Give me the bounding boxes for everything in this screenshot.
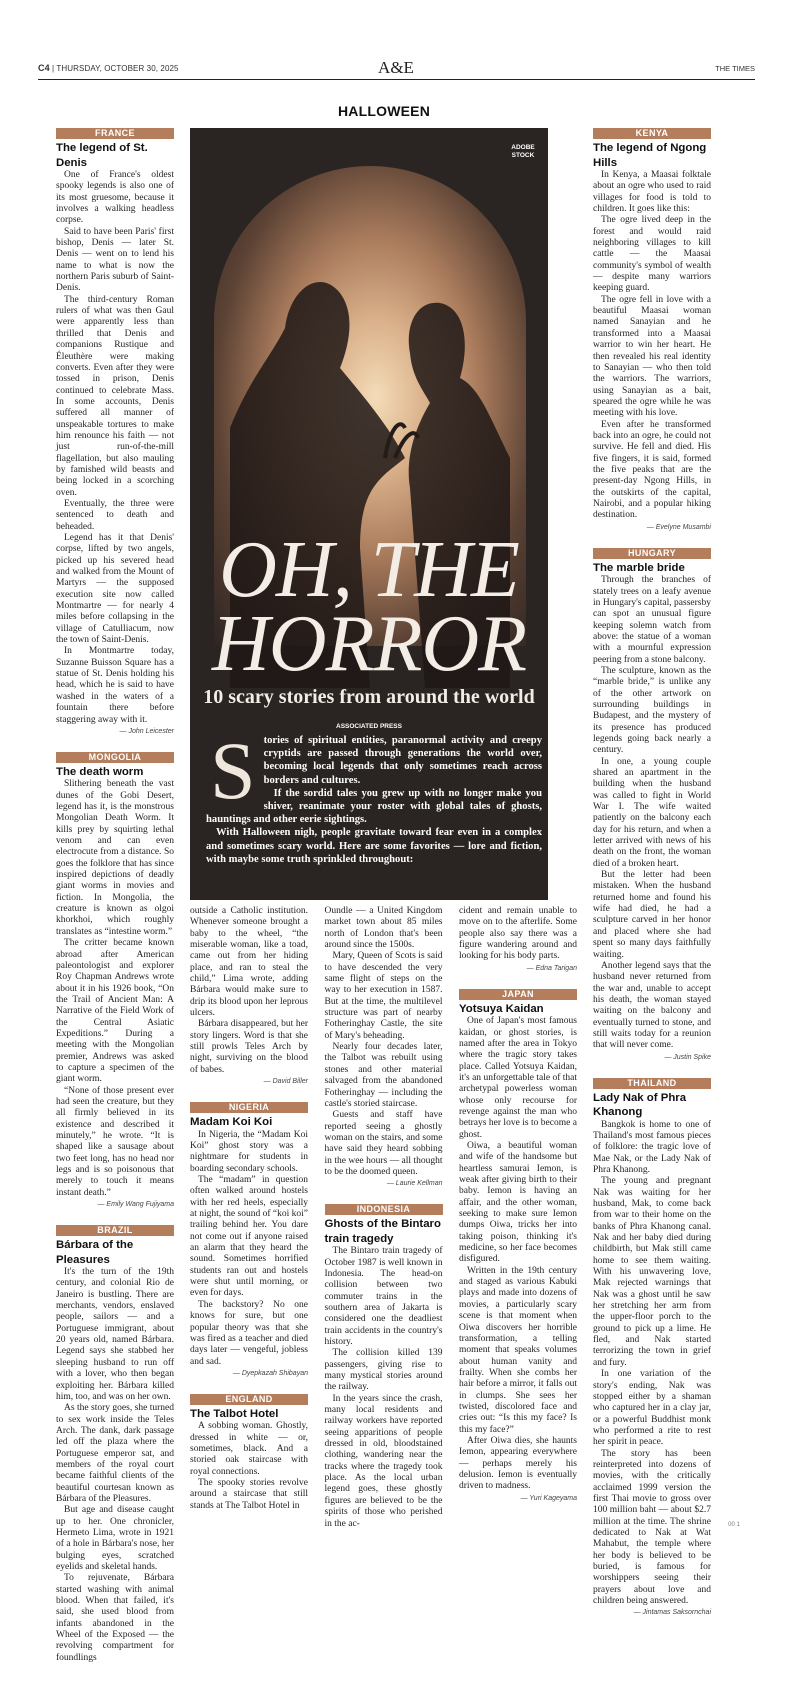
article-paragraph: The backstory? No one knows for sure, but one popular theory was that she was fired as a teacher and died days later — vengeful, jobless and sad.: [190, 1299, 308, 1367]
byline: — Jintamas Saksornchai: [633, 1609, 711, 1617]
lower-columns: [190, 906, 577, 1544]
country-label: FRANCE: [56, 128, 174, 139]
article-kenya: [593, 128, 711, 534]
article-paragraph: The critter became known abroad after American paleontologist and explorer Roy Chapman Andrews wrote about it in his 1926 book, “On the Trail of Ancient Man: A Narrative of the Field Work of the Central Asiatic Expeditions.” During a meeting with the Mongolian premier, Andrews was asked to capture a specimen of the giant worm.: [56, 938, 174, 1085]
article-england: [190, 1394, 308, 1512]
article-paragraph: In Kenya, a Maasai folktale about an ogre who used to raid villages for food is told to children. It goes like this:: [593, 170, 711, 215]
article-paragraph: Slithering beneath the vast dunes of the Gobi Desert, legend has it, is the monstrous Mongolian Death Worm. It kills prey by squirting lethal venom and can even electrocute from a distance. So goes the folklore that has since inspired depictions of deadly giant worms in movies and fiction. In Mongolia, the creature is known as olgoi khorkhoi, which roughly translates as “intestine worm.”: [56, 779, 174, 937]
article-title: The death worm: [56, 765, 144, 778]
intro-paragraph: tories of spiritual entities, paranormal activity and creepy cryptids are passed through generations the world over, becoming local legends that only sometimes reach across borders and cultures.: [263, 735, 542, 786]
article-paragraph: A sobbing woman. Ghostly, dressed in white — or, sometimes, black. And a storied oak staircase with royal connections.: [190, 1421, 308, 1477]
subheadline: 10 scary stories from around the world: [203, 686, 535, 708]
article-paragraph: Nearly four decades later, the Talbot was rebuilt using stones and other material salvaged from the abandoned Fotheringhay — including the castle's storied staircase.: [324, 1042, 443, 1109]
article-paragraph: In Nigeria, the “Madam Koi Koi” ghost story was a nightmare for students in boarding secondary schools.: [190, 1129, 308, 1174]
byline: — Yuri Kageyama: [520, 1494, 577, 1502]
article-brazil: [56, 1225, 174, 1664]
article-paragraph: It's the turn of the 19th century, and colonial Rio de Janeiro is bustling. There are merchants, vendors, enslaved people, sailors — and a Portuguese immigrant, about 20 years old, named Bárbara. Legend says she stabbed her sleeping husband to run off with a lover, who then began exploiting her. Bárbara killed him, too, and was on her own.: [56, 1267, 174, 1402]
article-paragraph: outside a Catholic institution. Whenever someone brought a baby to the wheel, “the miserable woman, like a toad, came out from her hiding place, and ran to steal the child,” Lima wrote, adding Bárbara would make sure to drip its blood upon her leprous ulcers.: [190, 906, 308, 1019]
article-nigeria: [190, 1102, 308, 1380]
article-paragraph: To rejuvenate, Bárbara started washing with animal blood. When that failed, it's said, she used blood from infants abandoned in the Wheel of the Exposed — the revolving compartment for foundlings: [56, 1573, 174, 1663]
column-3: [325, 906, 443, 1544]
article-paragraph: Bangkok is home to one of Thailand's most famous pieces of folklore: the tragic love of Mae Nak, or the Lady Nak of Phra Khanong.: [593, 1119, 711, 1175]
article-indonesia-continued: [459, 906, 577, 975]
article-mongolia: [56, 752, 174, 1211]
article-paragraph: The collision killed 139 passengers, giving rise to many mystical stories around the railway.: [324, 1348, 443, 1393]
country-label: MONGOLIA: [56, 752, 174, 763]
article-paragraph: Through the branches of stately trees on a leafy avenue in Hungary's capital, passersby can spot an unusual figure keeping solemn watch from above: the statue of a woman with a mournful expression peering from a stone balcony.: [593, 575, 711, 665]
photo-credit: ADOBE STOCK: [511, 144, 535, 159]
headline: [190, 526, 548, 688]
column-2: [190, 906, 308, 1544]
article-paragraph: As the story goes, she turned to sex work inside the Teles Arch. The dank, dark passage led off the plaza where the Portuguese emperor sat, and members of the royal court became faithful clients of the beautiful courtesan known as Bárbara of the Pleasures.: [56, 1403, 174, 1504]
article-paragraph: After Oiwa dies, she haunts Iemon, appearing everywhere — perhaps merely his delusion. Iemon is eventually driven to madness.: [459, 1435, 577, 1492]
country-label: BRAZIL: [56, 1225, 174, 1236]
article-paragraph: Mary, Queen of Scots is said to have descended the very same flight of steps on the way to her execution in 1587. But at the time, the multilevel structure was part of nearby Fotheringhay Castle, the site of Mary's beheading.: [324, 951, 443, 1041]
article-hungary: [593, 548, 711, 1064]
article-title: Bárbara of the Pleasures: [56, 1239, 134, 1266]
agency-credit: ASSOCIATED PRESS: [336, 723, 402, 730]
byline: — David Biller: [263, 1078, 308, 1086]
article-paragraph: Written in the 19th century and staged as various Kabuki plays and made into dozens of movies, a particularly scary scene is that moment when Oiwa discovers her horrible transformation, a telling moment that speaks volumes about human vanity and frailty. When she combs her hair before a mirror, it falls out in clumps. She sees her twisted, discolored face and cries out: “Is this my face? Is this my face?”: [459, 1265, 577, 1435]
article-england-continued: [325, 906, 443, 1190]
article-paragraph: But age and disease caught up to her. One chronicler, Hermeto Lima, wrote in 1921 of a hole in Bárbara's nose, her bulging eyes, scratched eyelids and skeletal hands.: [56, 1505, 174, 1572]
byline: — Justin Spike: [664, 1053, 711, 1061]
article-paragraph: The spooky stories revolve around a staircase that still stands at The Talbot Hotel in: [190, 1478, 308, 1511]
article-paragraph: One of France's oldest spooky legends is also one of its most gruesome, because it involves a walking headless corpse.: [56, 170, 174, 226]
article-paragraph: The “madam” in question often walked around hostels with her red heels, especially at night, the sound of “koi koi” trailing behind her. You dare not come out if anyone raised an alarm that they heard the sound. Sometimes horrified students ran out and hostels were shut until morning, or even for days.: [190, 1175, 308, 1299]
byline: — John Leicester: [119, 727, 174, 735]
right-column: [593, 128, 711, 1653]
article-paragraph: But the letter had been mistaken. When the husband returned home and found his wife had died, he had a sculpture carved in her honor and placed where she had spent so many days faithfully waiting.: [593, 870, 711, 960]
article-paragraph: The third-century Roman rulers of what was then Gaul were apparently less than thrilled that Denis and companions Rustique and Éleuthère were making converts. Even after they were tossed in prison, Denis continued to celebrate Mass. In some accounts, Denis suffered all manner of unspeakable tortures to make him renounce his faith — not just run-of-the-mill flagellation, but also mauling by famished wild beasts and being locked in a scorching oven.: [56, 294, 174, 498]
headline-line-1: OH, THE: [219, 526, 519, 614]
article-paragraph: Eventually, the three were sentenced to death and beheaded.: [56, 498, 174, 532]
article-paragraph: Legend has it that Denis' corpse, lifted by two angels, picked up his severed head and walked from the Mount of Martyrs — the supposed execution site now called Montmartre — for nearly 4 miles before collapsing in the village of Catulliacum, now the town of Saint-Denis.: [56, 533, 174, 646]
article-paragraph: Guests and staff have reported seeing a ghostly woman on the stairs, and some have said they heard sobbing in the wee hours — all thought to be the doomed queen.: [324, 1110, 443, 1177]
country-label: THAILAND: [593, 1078, 711, 1089]
article-paragraph: Bárbara disappeared, but her story lingers. Word is that she still prowls Teles Arch by night, surviving on the blood of babes.: [190, 1019, 308, 1075]
article-paragraph: The ogre lived deep in the forest and would raid neighboring villages to kill cattle — the Maasai community's symbol of wealth — despite many warriors keeping guard.: [593, 215, 711, 294]
byline: — Evelyne Musambi: [646, 523, 711, 531]
middle-area: [190, 128, 577, 1564]
article-paragraph: Oundle — a United Kingdom market town about 85 miles north of London that's been around since the 1500s.: [324, 906, 443, 951]
article-japan: [459, 989, 577, 1505]
article-paragraph: “None of those present ever had seen the creature, but they all firmly believed in its existence and described it minutely,” he wrote. “It is shaped like a sausage about two feet long, has no head nor legs and is so poisonous that merely to touch it means instant death.”: [56, 1085, 174, 1198]
feature-block: [190, 128, 548, 900]
article-title: Ghosts of the Bintaro train tragedy: [324, 1218, 441, 1245]
article-paragraph: In Montmartre today, Suzanne Buisson Square has a statue of St. Denis holding his head, which he is said to have washed in the waters of a fountain there before staggering away with it.: [56, 646, 174, 725]
byline: — Edna Tarigan: [526, 964, 577, 972]
intro-paragraph: With Halloween nigh, people gravitate toward fear even in a complex and sometimes scary world. Here are some favorites — lore and fiction, with maybe some truth sprinkled throughout:: [206, 827, 542, 865]
headline-line-2: HORROR: [212, 600, 526, 688]
article-paragraph: The Bintaro train tragedy of October 1987 is well known in Indonesia. The head-on collision between two commuter trains in the southern area of Jakarta is considered one the deadliest train accidents in the country's history.: [324, 1246, 443, 1347]
page-dateline: C4 | THURSDAY, OCTOBER 30, 2025: [38, 63, 179, 73]
column-4: [459, 906, 577, 1544]
article-france: [56, 128, 174, 738]
country-label: NIGERIA: [190, 1102, 308, 1113]
country-label: HUNGARY: [593, 548, 711, 559]
article-paragraph: In one, a young couple shared an apartment in the building when the husband was called to fight in World War I. The wife waited patiently on the balcony each day for his return, and when a letter arrived with news of his death on the front, the woman died of a broken heart.: [593, 756, 711, 869]
article-paragraph: The story has been reinterpreted into dozens of movies, with the critically acclaimed 1999 version the first Thai movie to gross over 100 million baht — about $2.7 million at the time. The shrine dedicated to Nak at Wat Mahabut, the temple where her body is believed to be buried, is famous for worshippers seeing their prayers about love and children being answered.: [593, 1448, 711, 1607]
article-title: Lady Nak of Phra Khanong: [593, 1091, 687, 1119]
article-paragraph: Oiwa, a beautiful woman and wife of the handsome but heartless samurai Iemon, is weak after giving birth to their baby. Iemon is having an affair, and the other woman, seeking to make sure Iemon dumps Oiwa, tricks her into taking poison, thinking it's medicine, so her face becomes disfigured.: [459, 1141, 577, 1265]
country-label: JAPAN: [459, 989, 577, 1000]
left-column: [56, 128, 174, 1698]
article-paragraph: The ogre fell in love with a beautiful Maasai woman named Sanayian and he transformed into a Maasai warrior to win her heart. He then revealed his real identity to Sanayian — who then told the warriors. The warriors, using Sanayian as a bait, speared the ogre while he was meeting with his love.: [593, 294, 711, 419]
article-title: The legend of St. Denis: [56, 142, 148, 169]
article-paragraph: Said to have been Paris' first bishop, Denis — later St. Denis — went on to lend his name to what is now the northern Paris suburb of Saint-Denis.: [56, 226, 174, 294]
country-label: KENYA: [593, 128, 711, 139]
article-paragraph: cident and remain unable to move on to the afterlife. Some people also say there was a figure wandering around and looking for his body parts.: [459, 906, 577, 962]
section-name: A&E: [378, 58, 414, 77]
country-label: INDONESIA: [325, 1204, 443, 1215]
article-title: Yotsuya Kaidan: [459, 1002, 544, 1015]
country-label: ENGLAND: [190, 1394, 308, 1405]
article-indonesia: [325, 1204, 443, 1530]
article-paragraph: The sculpture, known as the “marble bride,” is unlike any of the other artwork on surrounding buildings in Budapest, and the mystery of its presence has produced legends going back nearly a century.: [593, 665, 711, 756]
article-paragraph: In the years since the crash, many local residents and railway workers have reported seeing apparitions of people dressed in old, bloodstained clothing, wandering near the tracks where the tragedy took place. As the local urban legend goes, these ghostly figures are believed to be the spirits of those who perished in the ac-: [324, 1393, 443, 1529]
drop-cap: S: [210, 725, 256, 816]
article-thailand: [593, 1078, 711, 1620]
byline: — Emily Wang Fujiyama: [97, 1201, 174, 1209]
issue-date: THURSDAY, OCTOBER 30, 2025: [56, 64, 179, 73]
article-paragraph: One of Japan's most famous kaidan, or ghost stories, is named after the area in Tokyo where the tragic story takes place. Called Yotsuya Kaidan, it's an unforgettable tale of that archetypal powerless woman whose only recourse for revenge against the man who betrays her love is to become a ghost.: [459, 1016, 577, 1140]
article-paragraph: Even after he transformed back into an ogre, he could not survive. He fell and died. His five fingers, it is said, formed the five peaks that are the present-day Ngong Hills, in the outskirts of the capital, Nairobi, and a popular hiking destination.: [593, 419, 711, 521]
article-title: The marble bride: [593, 561, 685, 574]
byline: — Laurie Kellman: [386, 1180, 443, 1188]
article-paragraph: In one variation of the story's ending, Nak was stopped either by a shaman who captured her in a clay jar, or a powerful Buddhist monk who performed a rite to rest her spirit in peace.: [593, 1369, 711, 1448]
intro-paragraph: If the sordid tales you grew up with no longer make you shiver, reanimate your roster with global tales of ghosts, hauntings and other eerie sightings.: [206, 787, 542, 826]
article-brazil-continued: [190, 906, 308, 1088]
section-title: HALLOWEEN: [337, 103, 430, 119]
article-paragraph: The young and pregnant Nak was waiting for her husband, Mak, to come back from war to their home on the banks of Phra Khanong canal. Nak and her baby died during childbirth, but Mak still came home to see them waiting. With his unwavering love, Mak rejected warnings that Nak was a ghost until he saw her stretching her arm from the upper-floor porch to the ground to pick up a lime. He fled, and Nak started terrorizing the town in grief and fury.: [593, 1176, 711, 1368]
article-title: Madam Koi Koi: [190, 1116, 273, 1129]
page-number: C4: [38, 63, 50, 73]
newspaper-name: THE TIMES: [715, 64, 755, 73]
header-rule: [38, 79, 755, 80]
article-title: The Talbot Hotel: [190, 1407, 279, 1420]
article-paragraph: Another legend says that the husband never returned from the war and, unable to accept his death, the woman stayed waiting on the balcony and eventually turned to stone, and still waits today for a reunion that will never come.: [593, 960, 711, 1051]
folio-code: 00 1: [728, 1522, 740, 1528]
article-title: The legend of Ngong Hills: [593, 142, 707, 169]
byline: — Dyepkazah Shibayan: [232, 1369, 308, 1377]
